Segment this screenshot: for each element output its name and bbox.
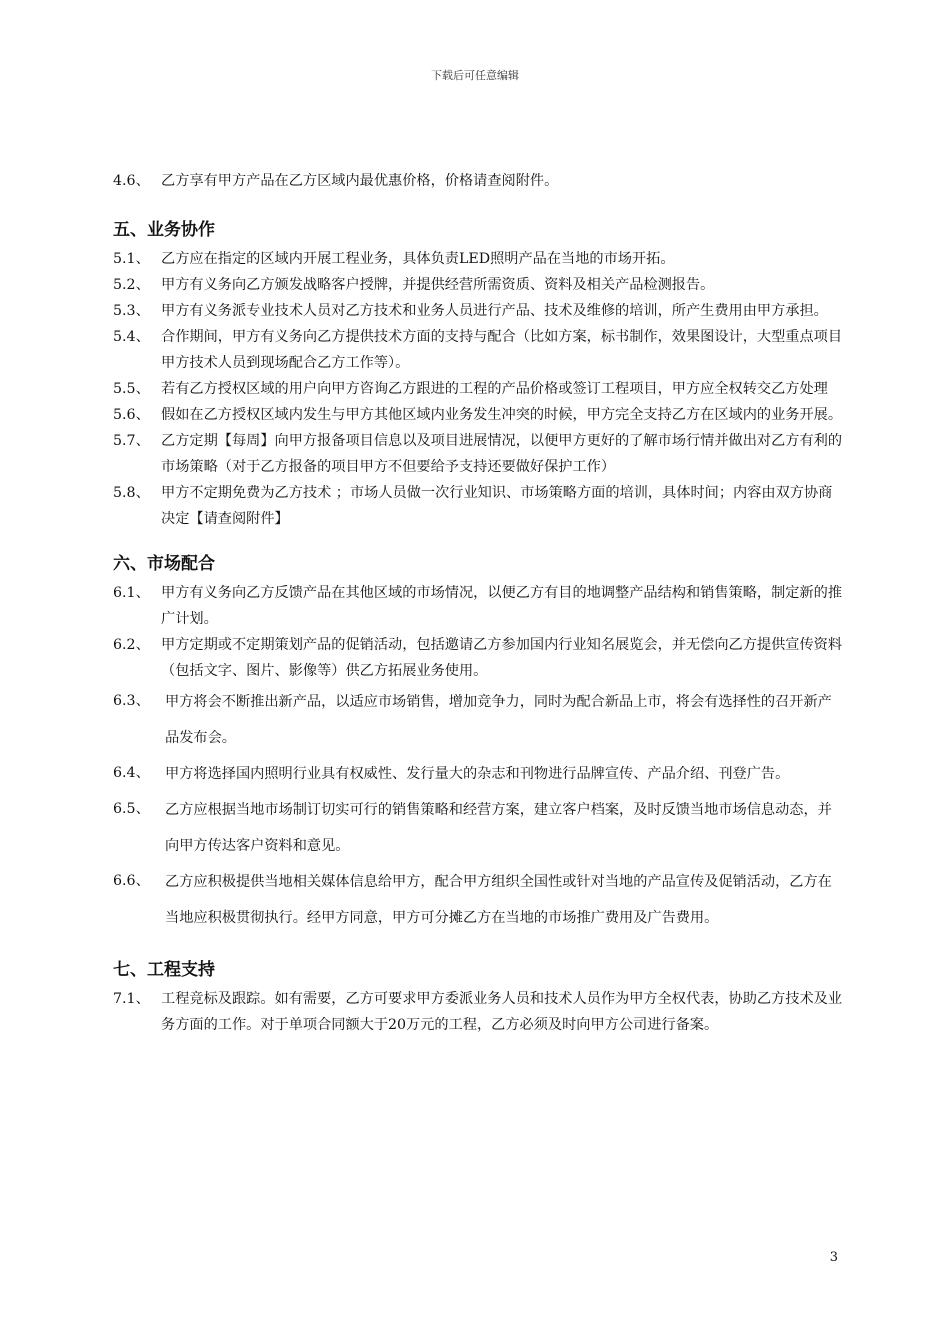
clause-number: 6.3、	[113, 693, 150, 709]
clause-text: 若有乙方授权区域的用户向甲方咨询乙方跟进的工程的产品价格或签订工程项目，甲方应全权转交乙方处理	[161, 381, 828, 397]
clause-6-4	[113, 756, 843, 792]
clause-5-6	[113, 402, 843, 428]
clause-number: 4.6、	[113, 173, 150, 189]
clause-number: 6.1、	[113, 585, 150, 601]
clause-text: 乙方应在指定的区域内开展工程业务，具体负责LED照明产品在当地的市场开拓。	[161, 251, 675, 267]
clause-number: 5.1、	[113, 251, 150, 267]
clause-number: 5.2、	[113, 277, 150, 293]
clause-5-5	[113, 376, 843, 402]
clause-5-8	[113, 480, 843, 532]
clause-text: 甲方有义务派专业技术人员对乙方技术和业务人员进行产品、技术及维修的培训，所产生费用由甲方承担。	[161, 303, 828, 319]
clause-text: 甲方将会不断推出新产品，以适应市场销售，增加竞争力，同时为配合新品上市，将会有选择性的召开新产品发布会。	[165, 694, 832, 746]
clause-text: 甲方定期或不定期策划产品的促销活动，包括邀请乙方参加国内行业知名展览会，并无偿向乙方提供宣传资料（包括文字、图片、影像等）供乙方拓展业务使用。	[161, 637, 843, 679]
clause-5-4	[113, 324, 843, 376]
section-title-6: 六、市场配合	[113, 554, 215, 574]
clause-text: 乙方享有甲方产品在乙方区域内最优惠价格，价格请查阅附件。	[161, 173, 559, 189]
clause-number: 5.6、	[113, 407, 150, 423]
clause-7-1	[113, 986, 843, 1038]
clause-text: 甲方有义务向乙方颁发战略客户授牌，并提供经营所需资质、资料及相关产品检测报告。	[161, 277, 715, 293]
clause-6-1	[113, 580, 843, 632]
clause-5-1	[113, 246, 843, 272]
clause-text: 假如在乙方授权区域内发生与甲方其他区域内业务发生冲突的时候，甲方完全支持乙方在区域内的业务开展。	[161, 407, 843, 423]
section-title-5: 五、业务协作	[113, 220, 215, 240]
section-title-7: 七、工程支持	[113, 960, 215, 980]
clause-5-3	[113, 298, 843, 324]
clause-5-7	[113, 428, 843, 480]
clause-6-3	[113, 684, 843, 756]
clause-text: 乙方应积极提供当地相关媒体信息给甲方，配合甲方组织全国性或针对当地的产品宣传及促销活动，乙方在当地应积极贯彻执行。经甲方同意，甲方可分摊乙方在当地的市场推广费用及广告费用。	[165, 874, 832, 926]
document-body	[113, 168, 843, 1038]
clause-number: 5.8、	[113, 485, 150, 501]
clause-number: 6.2、	[113, 637, 150, 653]
page-header: 下载后可任意编辑	[431, 69, 519, 82]
clause-6-6	[113, 864, 843, 936]
clause-6-5	[113, 792, 843, 864]
clause-text: 乙方应根据当地市场制订切实可行的销售策略和经营方案，建立客户档案，及时反馈当地市场信息动态，并向甲方传达客户资料和意见。	[165, 802, 832, 854]
clause-6-2	[113, 632, 843, 684]
clause-4-6	[113, 168, 843, 194]
clause-number: 5.5、	[113, 381, 150, 397]
clause-5-2	[113, 272, 843, 298]
clause-number: 6.6、	[113, 873, 150, 889]
clause-text: 乙方定期【每周】向甲方报备项目信息以及项目进展情况，以便甲方更好的了解市场行情并做出对乙方有利的市场策略（对于乙方报备的项目甲方不但要给予支持还要做好保护工作）	[161, 433, 843, 475]
clause-text: 工程竞标及跟踪。如有需要，乙方可要求甲方委派业务人员和技术人员作为甲方全权代表，协助乙方技术及业务方面的工作。对于单项合同额大于20万元的工程，乙方必须及时向甲方公司进行备案。	[161, 991, 843, 1033]
clause-number: 5.4、	[113, 329, 150, 345]
clause-number: 5.3、	[113, 303, 150, 319]
clause-text: 甲方将选择国内照明行业具有权威性、发行量大的杂志和刊物进行品牌宣传、产品介绍、刊登广告。	[165, 766, 790, 782]
clause-text: 甲方有义务向乙方反馈产品在其他区域的市场情况，以便乙方有目的地调整产品结构和销售策略，制定新的推广计划。	[161, 585, 843, 627]
clause-number: 6.5、	[113, 801, 150, 817]
clause-text: 甲方不定期免费为乙方技术 ；市场人员做一次行业知识、市场策略方面的培训，具体时间；内容由双方协商决定【请查阅附件】	[161, 485, 833, 527]
page-number: 3	[829, 1250, 838, 1265]
clause-number: 5.7、	[113, 433, 150, 449]
clause-text: 合作期间，甲方有义务向乙方提供技术方面的支持与配合（比如方案，标书制作，效果图设计，大型重点项目甲方技术人员到现场配合乙方工作等）。	[161, 329, 843, 371]
clause-number: 7.1、	[113, 991, 150, 1007]
clause-number: 6.4、	[113, 765, 150, 781]
